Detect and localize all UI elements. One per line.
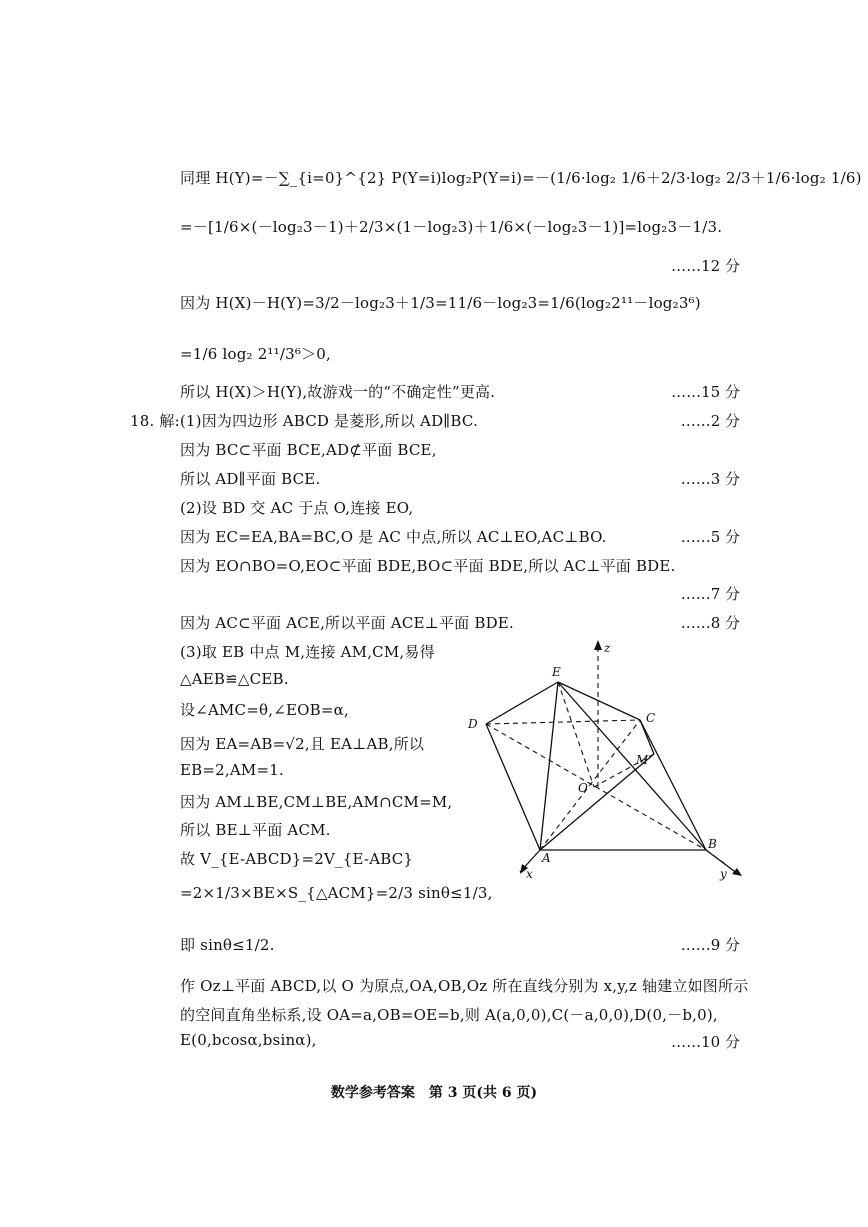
solution-line: (2)设 BD 交 AC 于点 O,连接 EO, (180, 499, 414, 517)
solution-line: 因为 EO∩BO=O,EO⊂平面 BDE,BO⊂平面 BDE,所以 AC⊥平面 BDE. (180, 557, 676, 575)
solution-line: 因为 H(X)－H(Y)=3/2－log₂3＋1/3=11/6－log₂3=1/6(log₂2¹¹－log₂3⁶) (180, 294, 701, 312)
label-E: E (552, 665, 561, 679)
solution-line: 因为 BC⊂平面 BCE,AD⊄平面 BCE, (180, 441, 437, 459)
score-mark: ……2 分 (680, 412, 740, 430)
edge-EA (540, 682, 558, 850)
solution-line: 因为 AM⊥BE,CM⊥BE,AM∩CM=M, (180, 793, 453, 811)
diagonal-DB (486, 724, 706, 850)
label-A: A (542, 851, 551, 865)
edge-CB (640, 720, 706, 850)
solution-line: 所以 AD∥平面 BCE. (180, 470, 321, 488)
label-M: M (636, 753, 649, 767)
solution-line: =1/6 log₂ 2¹¹/3⁶＞0, (180, 345, 331, 363)
solution-line: E(0,bcosα,bsinα), (180, 1031, 317, 1049)
solution-line: 同理 H(Y)=－∑_{i=0}^{2} P(Y=i)log₂P(Y=i)=－(1/6·log₂ 1/6＋2/3·log₂ 2/3＋1/6·log₂ 1/6) (180, 169, 862, 187)
solution-line: =－[1/6×(－log₂3－1)＋2/3×(1－log₂3)＋1/6×(－log₂3－1)]=log₂3－1/3. (180, 218, 723, 236)
solution-line: 因为 EA=AB=√2,且 EA⊥AB,所以 (180, 735, 425, 753)
segment-CM (640, 720, 654, 754)
solution-line: 作 Oz⊥平面 ABCD,以 O 为原点,OA,OB,Oz 所在直线分别为 x,y,z 轴建立如图所示 (180, 977, 749, 995)
label-O: O (578, 781, 588, 795)
solution-line: 所以 H(X)＞H(Y),故游戏一的“不确定性”更高. (180, 383, 496, 401)
score-mark: ……5 分 (680, 528, 740, 546)
score-mark: ……15 分 (671, 383, 740, 401)
score-mark: ……3 分 (680, 470, 740, 488)
solution-line: =2×1/3×BE×S_{△ACM}=2/3 sinθ≤1/3, (180, 884, 493, 902)
score-mark: ……9 分 (680, 936, 740, 954)
axis-z-arrow-icon (594, 640, 602, 650)
label-y: y (720, 867, 727, 881)
label-D: D (468, 717, 478, 731)
score-mark: ……8 分 (680, 614, 740, 632)
label-B: B (708, 837, 717, 851)
solution-line: 因为 AC⊂平面 ACE,所以平面 ACE⊥平面 BDE. (180, 614, 514, 632)
solution-line: 设∠AMC=θ,∠EOB=α, (180, 701, 349, 719)
edge-EC (558, 682, 640, 720)
score-mark: ……7 分 (680, 585, 740, 603)
solution-line: EB=2,AM=1. (180, 761, 284, 779)
label-x: x (526, 867, 533, 881)
label-C: C (646, 711, 656, 725)
score-mark: ……10 分 (671, 1033, 740, 1051)
edge-DC (486, 720, 640, 724)
edge-DA (486, 724, 540, 850)
solution-line: (3)取 EB 中点 M,连接 AM,CM,易得 (180, 643, 435, 661)
solution-line: △AEB≌△CEB. (180, 670, 289, 688)
geometry-figure (462, 636, 744, 884)
solution-line: 即 sinθ≤1/2. (180, 936, 275, 954)
problem-18-heading: 18. 解:(1)因为四边形 ABCD 是菱形,所以 AD∥BC. (130, 412, 479, 430)
segment-AM (540, 754, 654, 850)
axis-y-arrow-icon (732, 868, 742, 876)
segment-EO (558, 682, 594, 787)
edge-EB (558, 682, 706, 850)
solution-line: 故 V_{E-ABCD}=2V_{E-ABC} (180, 850, 414, 868)
score-mark: ……12 分 (671, 257, 740, 275)
solution-line: 因为 EC=EA,BA=BC,O 是 AC 中点,所以 AC⊥EO,AC⊥BO. (180, 528, 607, 546)
diagonal-AC (540, 720, 640, 850)
edge-ED (486, 682, 558, 724)
solution-line: 的空间直角坐标系,设 OA=a,OB=OE=b,则 A(a,0,0),C(－a,0,0),D(0,－b,0), (180, 1006, 718, 1024)
solution-line: 所以 BE⊥平面 ACM. (180, 821, 331, 839)
label-z: z (604, 641, 611, 655)
page-footer: 数学参考答案 第 3 页(共 6 页) (330, 1085, 538, 1101)
